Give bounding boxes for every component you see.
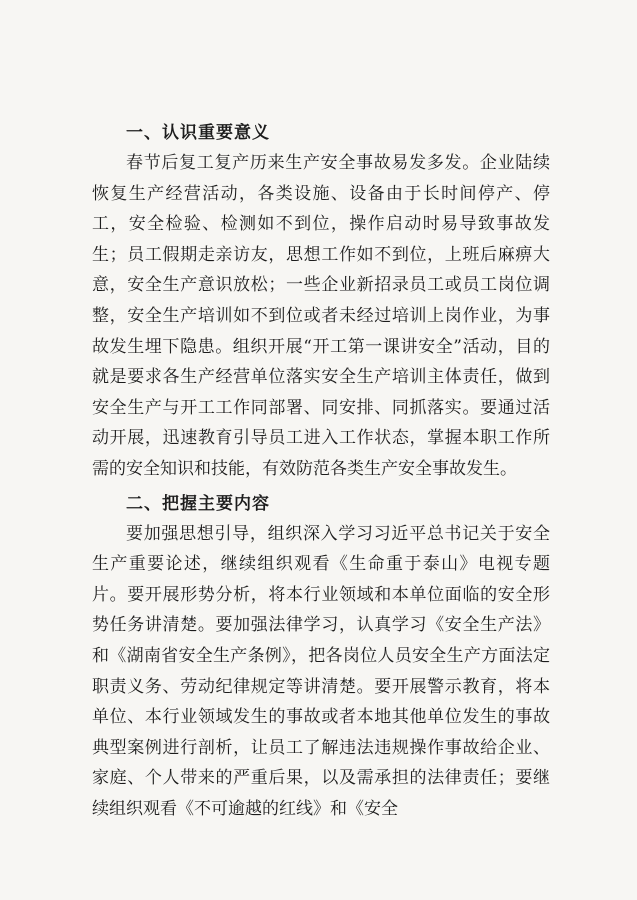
section-heading-1: 一、认识重要意义 [126,123,270,143]
section-heading-2: 二、把握主要内容 [126,493,270,514]
document-body [92,118,550,824]
section-paragraph-2: 要加强思想引导，组织深入学习习近平总书记关于安全生产重要论述，继续组织观看《生命重于泰山》电视专题片。要开展形势分析，将本行业领域和本单位面临的安全形势任务讲清楚。要加强法律学习，认真学习《安全生产法》和《湖南省安全生产条例》，把各岗位人员安全生产方面法定职责义务、劳动纪律规定等讲清楚。要开展警示教育，将本单位、本行业领域发生的事故或者本地其他单位发生的事故典型案例进行剖析，让员工了解违法违规操作事故给企业、家庭、个人带来的严重后果，以及需承担的法律责任；要继续组织观看《不可逾越的红线》和《安全 [92,523,550,819]
section-paragraph-1: 春节后复工复产历来生产安全事故易发多发。企业陆续恢复生产经营活动，各类设施、设备由于长时间停产、停工，安全检验、检测如不到位，操作启动时易导致事故发生；员工假期走亲访友，思想工作如不到位，上班后麻痹大意，安全生产意识放松；一些企业新招录员工或员工岗位调整，安全生产培训如不到位或者未经过培训上岗作业，为事故发生埋下隐患。组织开展“开工第一课讲安全”活动，目的就是要求各生产经营单位落实安全生产培训主体责任，做到安全生产与开工工作同部署、同安排、同抓落实。要通过活动开展，迅速教育引导员工进入工作状态，掌握本职工作所需的安全知识和技能，有效防范各类生产安全事故发生。 [92,153,550,479]
